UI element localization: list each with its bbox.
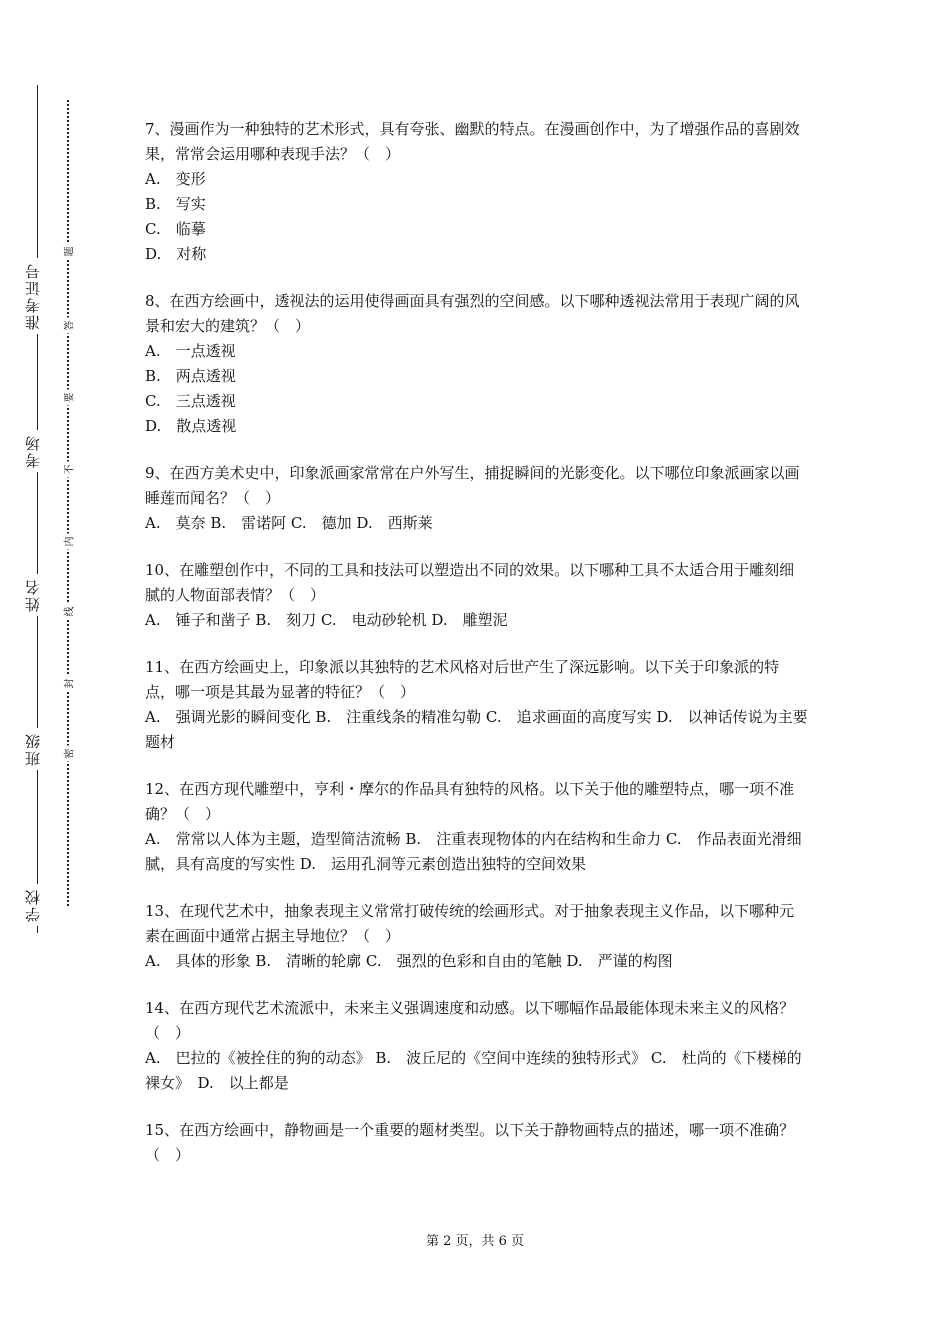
school-label: 学校 [22,884,52,926]
option-a: A. 变形 [145,170,206,188]
question-11 [145,655,809,755]
question-stem: 12、在西方现代雕塑中，亨利・摩尔的作品具有独特的风格。以下关于他的雕塑特点，哪一项不准确？（ ） [145,780,795,823]
question-stem: 10、在雕塑创作中，不同的工具和技法可以塑造出不同的效果。以下哪种工具不太适合用于雕刻细腻的人物面部表情？（ ） [145,561,795,604]
question-stem: 8、在西方绘画中，透视法的运用使得画面具有强烈的空间感。以下哪种透视法常用于表现广阔的风景和宏大的建筑？（ ） [145,292,800,335]
seal-char: 题 [59,244,78,260]
option-a: A. 一点透视 [145,342,236,360]
seal-dotted-line [67,100,69,906]
question-14 [145,996,809,1096]
question-9 [145,461,809,536]
binding-line [37,85,38,933]
option-d: D. 散点透视 [145,417,237,435]
page-number: 第 2 页，共 6 页 [425,1234,525,1249]
question-8 [145,289,809,439]
question-10 [145,558,809,633]
exam-number-label: 准考证号 [22,258,52,334]
question-stem: 14、在西方现代艺术流派中，未来主义强调速度和动感。以下哪幅作品最能体现未来主义的风格？（ ） [145,999,795,1042]
binding-margin [0,0,120,1344]
options-inline: A. 强调光影的瞬间变化 B. 注重线条的精准勾勒 C. 追求画面的高度写实 D. 以神话传说为主要题材 [145,708,808,751]
question-13 [145,899,809,974]
option-d: D. 对称 [145,245,207,263]
seal-char: 答 [59,318,78,334]
question-7 [145,117,809,267]
question-stem: 15、在西方绘画中，静物画是一个重要的题材类型。以下关于静物画特点的描述，哪一项不准确？（ ） [145,1121,795,1164]
option-b: B. 两点透视 [145,367,236,385]
question-stem: 9、在西方美术史中，印象派画家常常在户外写生，捕捉瞬间的光影变化。以下哪位印象派画家以画睡莲而闻名？（ ） [145,464,800,507]
seal-char: 密 [59,746,78,762]
exam-room-label: 考场 [22,430,52,472]
seal-char: 要 [59,390,78,406]
option-c: C. 三点透视 [145,392,236,410]
question-list [145,117,809,1190]
seal-char: 不 [59,462,78,478]
class-label: 班级 [22,728,52,770]
seal-char: 线 [59,604,78,620]
seal-char: 内 [59,534,78,550]
question-15 [145,1118,809,1168]
question-stem: 7、漫画作为一种独特的艺术形式，具有夸张、幽默的特点。在漫画创作中，为了增强作品的喜剧效果，常常会运用哪种表现手法？（ ） [145,120,800,163]
name-label: 姓名 [22,574,52,616]
option-b: B. 写实 [145,195,206,213]
seal-char: 封 [59,676,78,692]
options-inline: A. 莫奈 B. 雷诺阿 C. 德加 D. 西斯莱 [145,514,433,532]
question-12 [145,777,809,877]
options-inline: A. 巴拉的《被拴住的狗的动态》 B. 波丘尼的《空间中连续的独特形式》 C. 杜尚的《下楼梯的裸女》 D. 以上都是 [145,1049,802,1092]
option-c: C. 临摹 [145,220,206,238]
question-stem: 13、在现代艺术中，抽象表现主义常常打破传统的绘画形式。对于抽象表现主义作品，以下哪种元素在画面中通常占据主导地位？（ ） [145,902,795,945]
question-stem: 11、在西方绘画史上，印象派以其独特的艺术风格对后世产生了深远影响。以下关于印象派的特点，哪一项是其最为显著的特征？（ ） [145,658,780,701]
options-inline: A. 具体的形象 B. 清晰的轮廓 C. 强烈的色彩和自由的笔触 D. 严谨的构图 [145,952,673,970]
options-inline: A. 锤子和凿子 B. 刻刀 C. 电动砂轮机 D. 雕塑泥 [145,611,508,629]
options-inline: A. 常常以人体为主题，造型简洁流畅 B. 注重表现物体的内在结构和生命力 C. 作品表面光滑细腻，具有高度的写实性 D. 运用孔洞等元素创造出独特的空间效果 [145,830,802,873]
